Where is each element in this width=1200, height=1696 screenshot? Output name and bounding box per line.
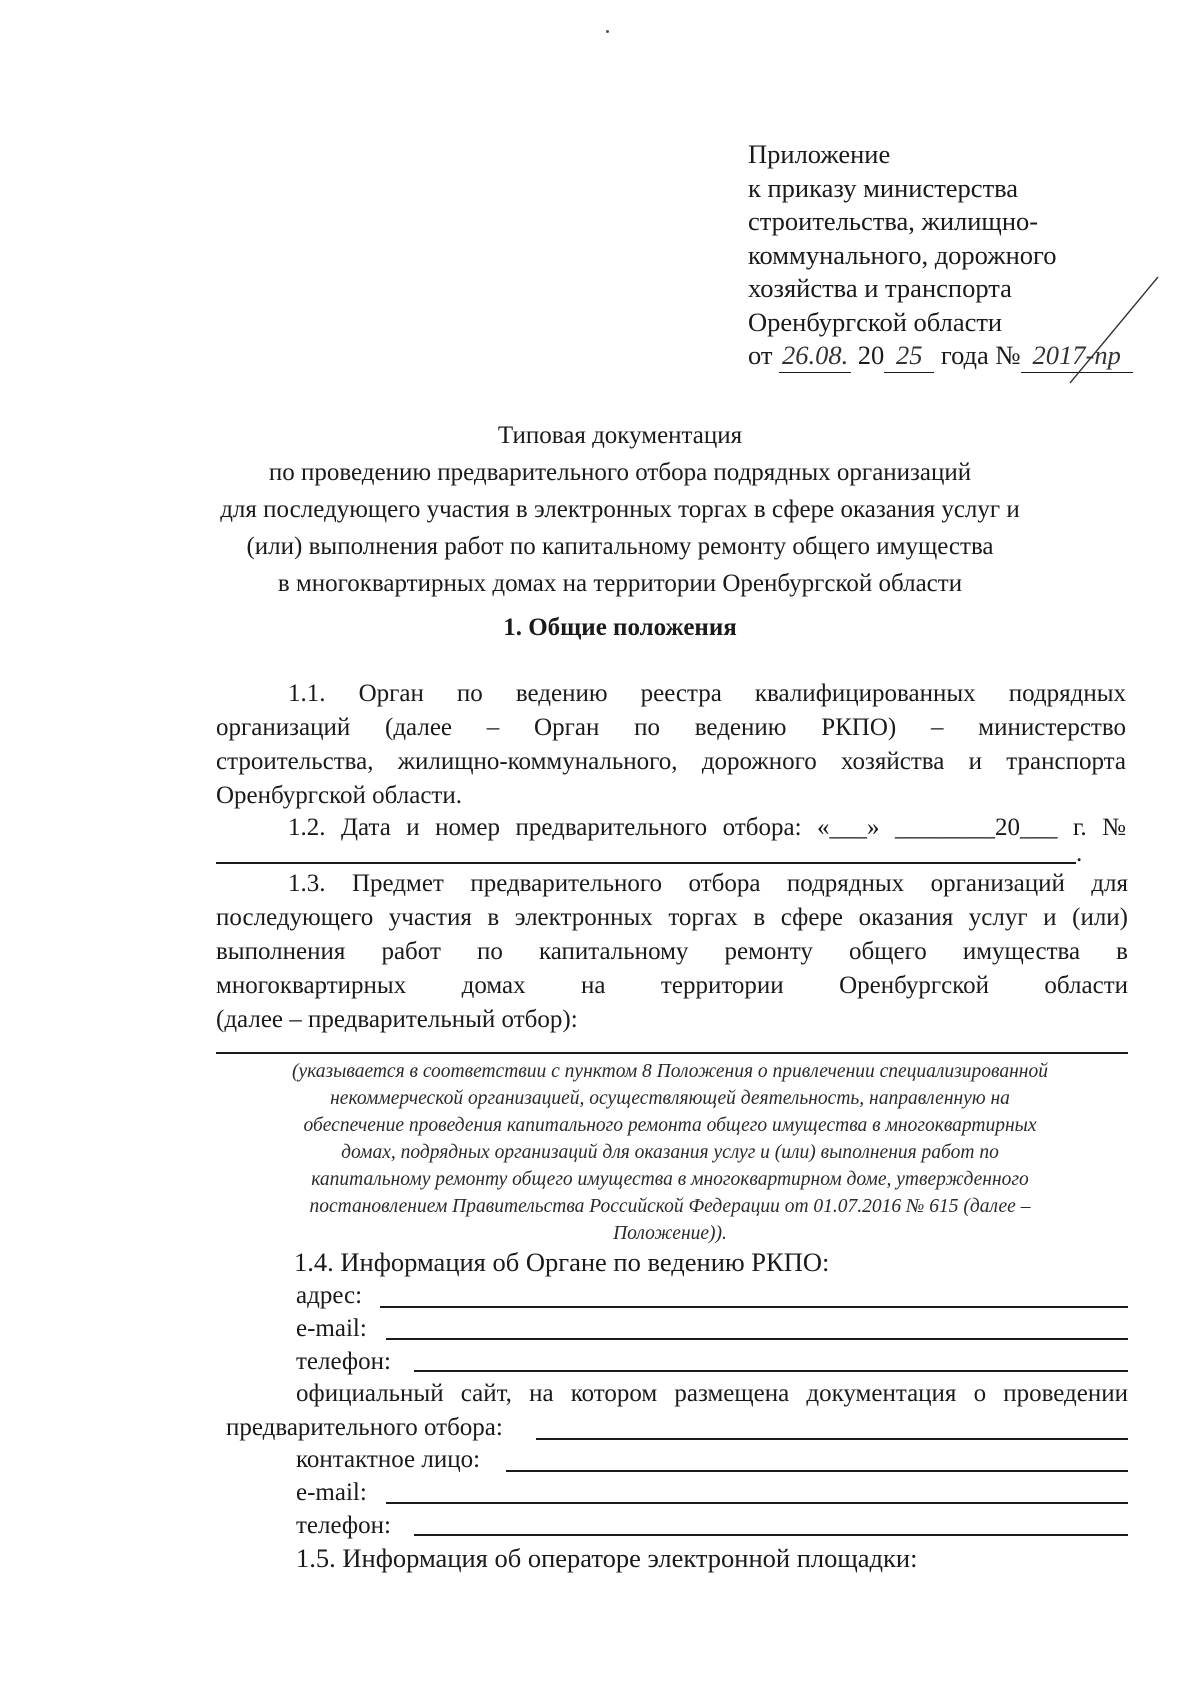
section-heading: 1. Общие положения [503, 614, 737, 641]
contact-phone-field-line [414, 1534, 1128, 1536]
appendix-line: хозяйства и транспорта [748, 273, 1012, 303]
contact-label: контактное лицо: [296, 1446, 481, 1473]
paragraph-1-3-line: многоквартирных домах на территории Оренбургской области [216, 972, 1128, 999]
document-title [160, 420, 1080, 605]
phone-field-line [414, 1370, 1128, 1372]
handwritten-year: 25 [884, 339, 934, 373]
note-line: постановлением Правительства Российской Федерации от 01.07.2016 № 615 (далее – [309, 1196, 1031, 1217]
contact-email-field-line [386, 1502, 1128, 1504]
appendix-line: к приказу министерства [748, 172, 1019, 203]
note-line: обеспечение проведения капитального ремонта общего имущества в многоквартирных [303, 1115, 1037, 1136]
fill-line [216, 1052, 1128, 1054]
handwritten-date: 26.08. [779, 339, 851, 373]
paragraph-1-1-line: 1.1. Орган по ведению реестра квалифицированных подрядных [288, 680, 1126, 707]
signature-stroke [1060, 275, 1170, 385]
contact-phone-label: телефон: [296, 1512, 391, 1539]
handwritten-order-number: 2017-пр [1021, 339, 1133, 373]
title-line: в многоквартирных домах на территории Оренбургской области [277, 570, 963, 597]
year-prefix: 20 [857, 340, 885, 370]
number-prefix: года № [940, 340, 1021, 370]
contact-email-label: e-mail: [296, 1479, 367, 1506]
paragraph-1-3-line: 1.3. Предмет предварительного отбора подрядных организаций для [288, 870, 1128, 897]
appendix-line: строительства, жилищно- [748, 206, 1039, 236]
paragraph-1-3-line: (далее – предварительный отбор): [216, 1006, 578, 1033]
email-field-line [386, 1338, 1128, 1340]
paragraph-1-1-line: организаций (далее – Орган по ведению РКПО) – министерство [216, 714, 1126, 741]
fill-line [216, 862, 1076, 864]
note-line: домах, подрядных организаций для оказания услуг и (или) выполнения работ по [341, 1142, 999, 1163]
address-label: адрес: [296, 1282, 363, 1309]
scan-dot [606, 30, 609, 33]
title-line: по проведению предварительного отбора подрядных организаций [268, 459, 972, 486]
paragraph-1-1-line: Оренбургской области. [216, 782, 462, 809]
site-label-line: предварительного отбора: [226, 1414, 503, 1441]
contact-field-line [506, 1470, 1128, 1472]
title-line: для последующего участия в электронных торгах в сфере оказания услуг и [220, 496, 1020, 523]
appendix-line: Приложение [748, 139, 891, 169]
title-line: (или) выполнения работ по капитальному ремонту общего имущества [246, 533, 994, 560]
note-line: (указывается в соответствии с пунктом 8 Положения о привлечении специализированной [292, 1061, 1048, 1082]
email-label: e-mail: [296, 1315, 367, 1342]
site-field-line [536, 1438, 1128, 1440]
title-line: Типовая документация [497, 422, 743, 449]
site-label-line: официальный сайт, на котором размещена документация о проведении [296, 1380, 1128, 1407]
paragraph-1-3-line: выполнения работ по капитальному ремонту общего имущества в [216, 938, 1128, 965]
paragraph-1-3-line: последующего участия в электронных торгах в сфере оказания услуг и (или) [216, 904, 1128, 931]
note-line: Положение)). [613, 1223, 727, 1244]
paragraph-1-2-end: . [1076, 840, 1083, 867]
phone-label: телефон: [296, 1348, 391, 1375]
paragraph-1-1-line: строительства, жилищно-коммунального, дорожного хозяйства и транспорта [216, 748, 1126, 775]
appendix-line: коммунального, дорожного [748, 239, 1057, 270]
paragraph-1-2: 1.2. Дата и номер предварительного отбора: «___» ________20___ г. № [288, 814, 1126, 841]
note-line: некоммерческой организацией, осуществляющей деятельность, направленную на [330, 1088, 1010, 1109]
address-field-line [380, 1306, 1128, 1308]
paragraph-1-4-heading: 1.4. Информация об Органе по ведению РКПО: [294, 1247, 830, 1277]
appendix-line: Оренбургской области [748, 306, 1003, 337]
explanatory-note [200, 1058, 1140, 1247]
paragraph-1-5-heading: 1.5. Информация об операторе электронной площадки: [296, 1543, 918, 1573]
note-line: капитальному ремонту общего имущества в многоквартирном доме, утвержденного [311, 1169, 1029, 1190]
date-prefix: от [748, 340, 773, 370]
